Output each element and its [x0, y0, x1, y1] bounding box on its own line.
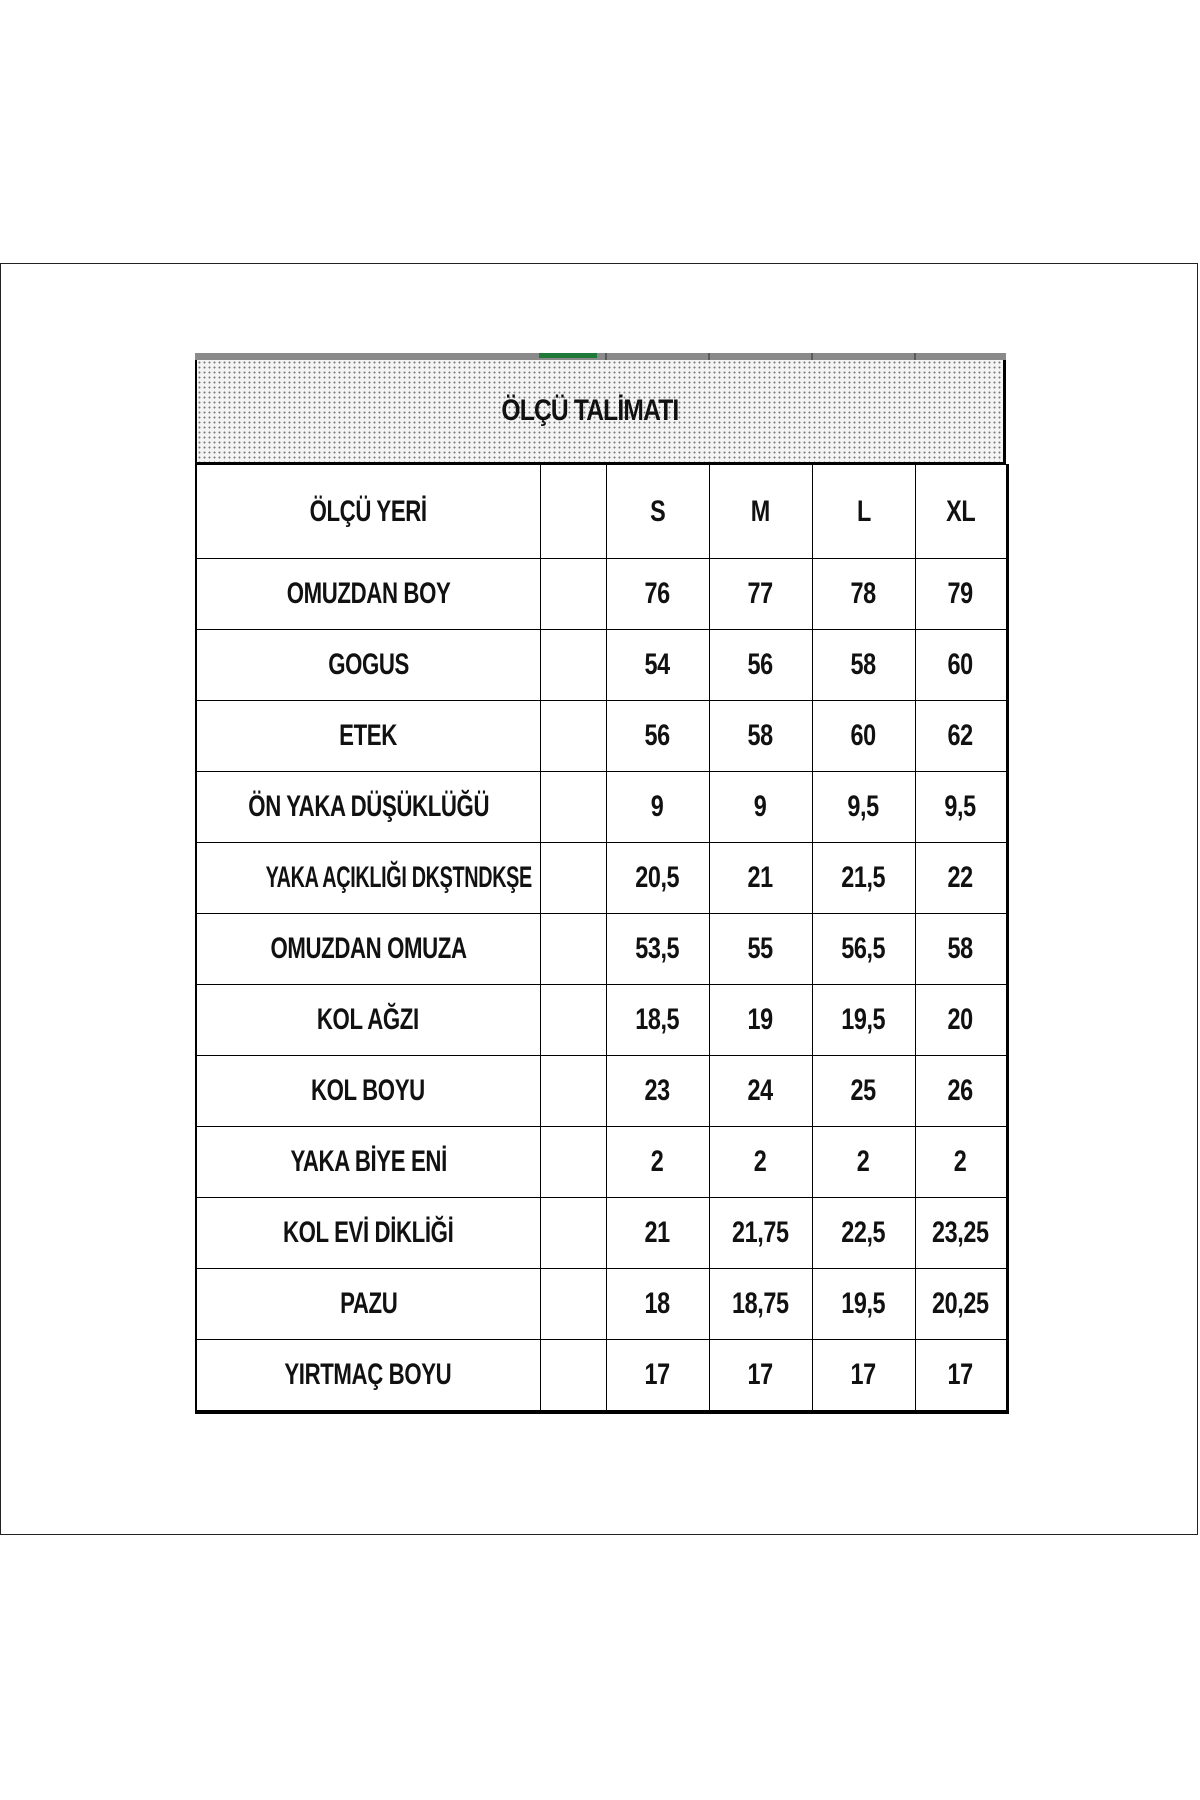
measurement-value: 21,5 — [841, 861, 886, 894]
value-cell — [709, 843, 812, 914]
value-cell — [606, 1269, 709, 1340]
table-row — [196, 1340, 1007, 1413]
measurement-value: 19,5 — [841, 1287, 886, 1320]
measurement-value: 21 — [644, 1216, 671, 1249]
value-cell — [812, 843, 915, 914]
table-row — [196, 1198, 1007, 1269]
measurement-value: 20,5 — [635, 861, 680, 894]
measurement-value: 58 — [850, 648, 877, 681]
measurement-value: 78 — [850, 577, 877, 610]
measurement-value: 60 — [947, 648, 974, 681]
measurement-label-cell — [196, 1198, 540, 1269]
blank-cell — [540, 772, 606, 843]
measurement-value: 23,25 — [932, 1216, 989, 1249]
value-cell — [709, 630, 812, 701]
value-cell — [915, 843, 1007, 914]
value-cell — [812, 1269, 915, 1340]
header-size-l: L — [812, 465, 915, 559]
measurement-label-cell — [196, 701, 540, 772]
table-row — [196, 985, 1007, 1056]
value-cell — [606, 630, 709, 701]
blank-cell — [540, 1340, 606, 1413]
measurement-value: 19 — [747, 1003, 774, 1036]
measurement-label-cell — [196, 772, 540, 843]
value-cell — [606, 985, 709, 1056]
value-cell — [709, 701, 812, 772]
blank-cell — [540, 843, 606, 914]
measurement-value: 17 — [644, 1358, 671, 1391]
header-size-s: S — [606, 465, 709, 559]
measurement-label: YIRTMAÇ BOYU — [284, 1358, 452, 1391]
measurement-value: 56 — [747, 648, 774, 681]
selected-cell-marker — [539, 353, 597, 358]
value-cell — [606, 559, 709, 630]
measurement-label: YAKA BİYE ENİ — [290, 1145, 447, 1178]
header-size-m: M — [709, 465, 812, 559]
table-row — [196, 1127, 1007, 1198]
value-cell — [606, 1198, 709, 1269]
table-row — [196, 559, 1007, 630]
measurement-label-cell — [196, 1269, 540, 1340]
measurement-value: 79 — [947, 577, 974, 610]
column-divider-tick — [708, 353, 710, 360]
measurement-label: PAZU — [339, 1287, 397, 1320]
measurement-value: 24 — [747, 1074, 774, 1107]
value-cell — [709, 985, 812, 1056]
measurement-label-cell — [196, 559, 540, 630]
header-label-cell: ÖLÇÜ YERİ — [196, 465, 540, 559]
value-cell — [812, 630, 915, 701]
column-divider-tick — [811, 353, 813, 360]
measurement-value: 54 — [644, 648, 671, 681]
measurement-value: 22 — [947, 861, 974, 894]
value-cell — [812, 914, 915, 985]
measurement-value: 58 — [947, 932, 974, 965]
value-cell — [606, 772, 709, 843]
measurement-value: 21 — [747, 861, 774, 894]
value-cell — [812, 1056, 915, 1127]
value-cell — [812, 1127, 915, 1198]
value-cell — [915, 1269, 1007, 1340]
measurement-label-cell — [196, 1340, 540, 1413]
blank-cell — [540, 465, 606, 559]
measurement-label: KOL AĞZI — [317, 1003, 420, 1036]
measurement-value: 26 — [947, 1074, 974, 1107]
table-row — [196, 701, 1007, 772]
measurement-label: ÖN YAKA DÜŞÜKLÜĞÜ — [247, 790, 489, 823]
value-cell — [915, 1340, 1007, 1413]
measurement-label: OMUZDAN OMUZA — [270, 932, 467, 965]
value-cell — [606, 1340, 709, 1413]
value-cell — [812, 1198, 915, 1269]
measurement-value: 62 — [947, 719, 974, 752]
blank-cell — [540, 559, 606, 630]
measurement-label-cell — [196, 630, 540, 701]
value-cell — [812, 1340, 915, 1413]
measurement-value: 9,5 — [944, 790, 977, 823]
blank-cell — [540, 1269, 606, 1340]
value-cell — [915, 772, 1007, 843]
measurement-value: 58 — [747, 719, 774, 752]
value-cell — [606, 701, 709, 772]
measurement-value: 9,5 — [847, 790, 880, 823]
measurement-value: 2 — [754, 1145, 767, 1178]
value-cell — [812, 559, 915, 630]
measurement-value: 17 — [747, 1358, 774, 1391]
column-divider-tick — [605, 353, 607, 360]
measurement-label: KOL BOYU — [311, 1074, 426, 1107]
value-cell — [709, 1198, 812, 1269]
blank-cell — [540, 1198, 606, 1269]
table-row — [196, 1056, 1007, 1127]
measurement-value: 20,25 — [932, 1287, 989, 1320]
table-row — [196, 843, 1007, 914]
measurement-label-cell — [196, 1127, 540, 1198]
value-cell — [709, 1340, 812, 1413]
measurement-value: 23 — [644, 1074, 671, 1107]
blank-cell — [540, 985, 606, 1056]
measurement-label-cell — [196, 843, 540, 914]
measurement-value: 9 — [754, 790, 767, 823]
measurement-label: YAKA AÇIKLIĞI DKŞTNDKŞE — [265, 861, 532, 894]
measurement-value: 76 — [644, 577, 671, 610]
value-cell — [915, 1056, 1007, 1127]
table-header-row — [196, 465, 1007, 559]
header-size-xl: XL — [915, 465, 1007, 559]
measurement-label: KOL EVİ DİKLİĞİ — [283, 1216, 454, 1249]
blank-cell — [540, 701, 606, 772]
value-cell — [915, 701, 1007, 772]
value-cell — [812, 985, 915, 1056]
measurement-label: OMUZDAN BOY — [286, 577, 451, 610]
value-cell — [709, 1056, 812, 1127]
value-cell — [915, 914, 1007, 985]
value-cell — [606, 914, 709, 985]
chart-title-band — [195, 360, 1006, 464]
measurement-label-cell — [196, 914, 540, 985]
measurement-value: 18,5 — [635, 1003, 680, 1036]
table-row — [196, 914, 1007, 985]
measurement-value: 55 — [747, 932, 774, 965]
value-cell — [709, 1269, 812, 1340]
measurement-label: ETEK — [339, 719, 398, 752]
table-row — [196, 1269, 1007, 1340]
measurement-value: 56,5 — [841, 932, 886, 965]
value-cell — [915, 559, 1007, 630]
measurement-label: GOGUS — [327, 648, 409, 681]
blank-cell — [540, 1056, 606, 1127]
value-cell — [709, 1127, 812, 1198]
value-cell — [915, 985, 1007, 1056]
spreadsheet-top-bar — [195, 353, 1006, 360]
value-cell — [606, 1127, 709, 1198]
measurement-value: 2 — [857, 1145, 870, 1178]
measurement-value: 20 — [947, 1003, 974, 1036]
value-cell — [915, 1127, 1007, 1198]
value-cell — [812, 772, 915, 843]
measurement-value: 9 — [651, 790, 664, 823]
blank-cell — [540, 914, 606, 985]
measurement-label-cell — [196, 985, 540, 1056]
measurement-value: 2 — [651, 1145, 664, 1178]
size-chart-sheet — [195, 353, 1006, 1414]
value-cell — [709, 772, 812, 843]
blank-cell — [540, 630, 606, 701]
value-cell — [606, 843, 709, 914]
chart-title: ÖLÇÜ TALİMATI — [501, 394, 679, 427]
measurement-value: 19,5 — [841, 1003, 886, 1036]
measurement-value: 56 — [644, 719, 671, 752]
measurement-value: 18,75 — [732, 1287, 789, 1320]
measurement-value: 77 — [747, 577, 774, 610]
measurement-value: 17 — [947, 1358, 974, 1391]
value-cell — [915, 630, 1007, 701]
measurement-value: 18 — [644, 1287, 671, 1320]
measurement-value: 53,5 — [635, 932, 680, 965]
value-cell — [812, 701, 915, 772]
measurement-value: 60 — [850, 719, 877, 752]
value-cell — [915, 1198, 1007, 1269]
table-row — [196, 772, 1007, 843]
value-cell — [709, 559, 812, 630]
measurement-value: 25 — [850, 1074, 877, 1107]
measurement-value: 2 — [954, 1145, 967, 1178]
measurement-label-cell — [196, 1056, 540, 1127]
size-table — [195, 464, 1009, 1414]
measurement-value: 22,5 — [841, 1216, 886, 1249]
measurement-value: 17 — [850, 1358, 877, 1391]
blank-cell — [540, 1127, 606, 1198]
table-row — [196, 630, 1007, 701]
value-cell — [709, 914, 812, 985]
measurement-value: 21,75 — [732, 1216, 789, 1249]
column-divider-tick — [914, 353, 916, 360]
value-cell — [606, 1056, 709, 1127]
